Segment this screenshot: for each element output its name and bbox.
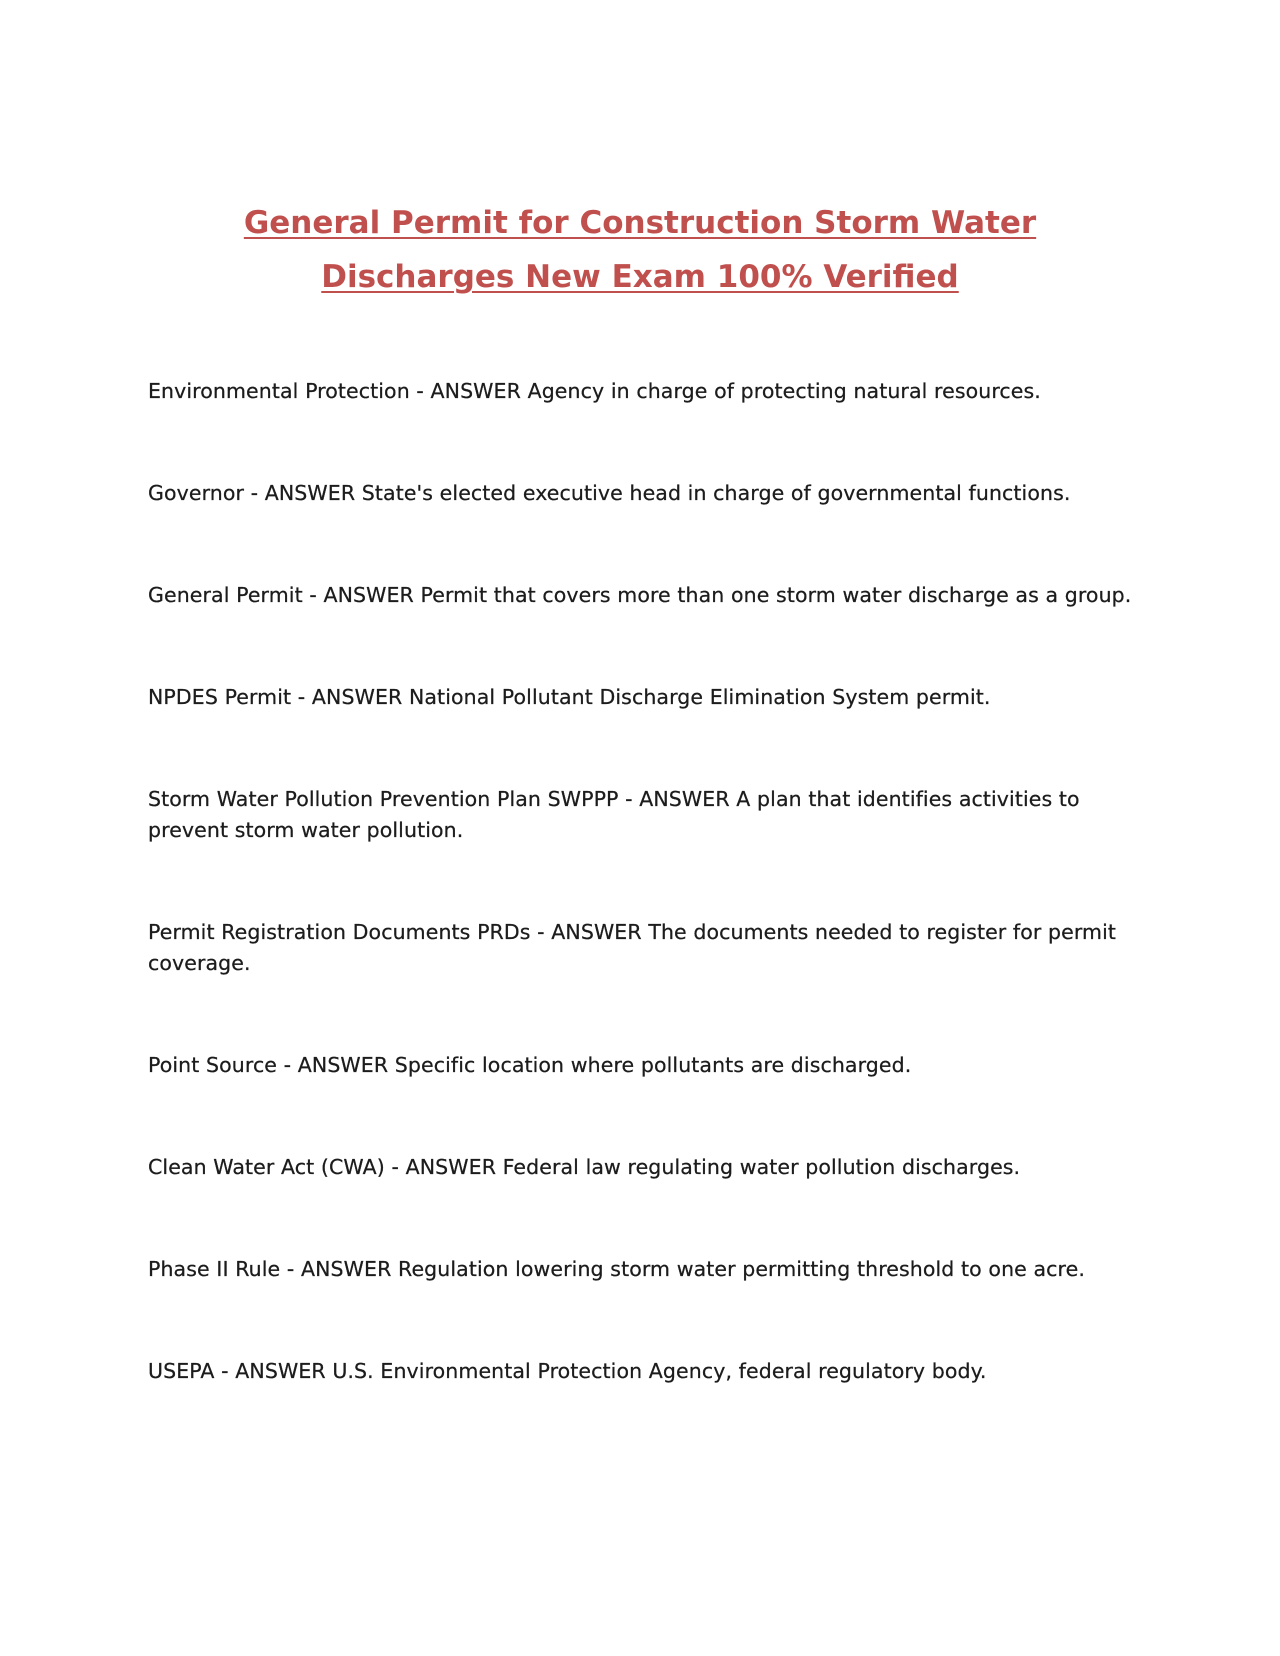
qa-entry: NPDES Permit - ANSWER National Pollutant Discharge Elimination System permit. bbox=[148, 685, 991, 709]
qa-entry: Environmental Protection - ANSWER Agency in charge of protecting natural resources. bbox=[148, 379, 1041, 403]
title-line-1: General Permit for Construction Storm Water bbox=[243, 205, 1037, 241]
qa-entry: Permit Registration Documents PRDs - ANSWER The documents needed to register for permit coverage. bbox=[148, 920, 1117, 975]
title-line-2: Discharges New Exam 100% Verified bbox=[321, 259, 959, 295]
qa-entry: Point Source - ANSWER Specific location where pollutants are discharged. bbox=[148, 1053, 912, 1077]
qa-entry: Phase II Rule - ANSWER Regulation lowering storm water permitting threshold to one acre. bbox=[148, 1257, 1085, 1281]
qa-entry: General Permit - ANSWER Permit that covers more than one storm water discharge as a group. bbox=[148, 583, 1132, 607]
qa-entry: Governor - ANSWER State's elected executive head in charge of governmental functions. bbox=[148, 481, 1071, 505]
qa-entry: Clean Water Act (CWA) - ANSWER Federal law regulating water pollution discharges. bbox=[148, 1155, 1021, 1179]
document-title bbox=[150, 196, 1130, 304]
qa-entry: USEPA - ANSWER U.S. Environmental Protection Agency, federal regulatory body. bbox=[148, 1359, 987, 1383]
qa-entries-list bbox=[148, 376, 1138, 1387]
qa-entry: Storm Water Pollution Prevention Plan SWPPP - ANSWER A plan that identifies activities to prevent storm water pollution. bbox=[148, 787, 1080, 842]
